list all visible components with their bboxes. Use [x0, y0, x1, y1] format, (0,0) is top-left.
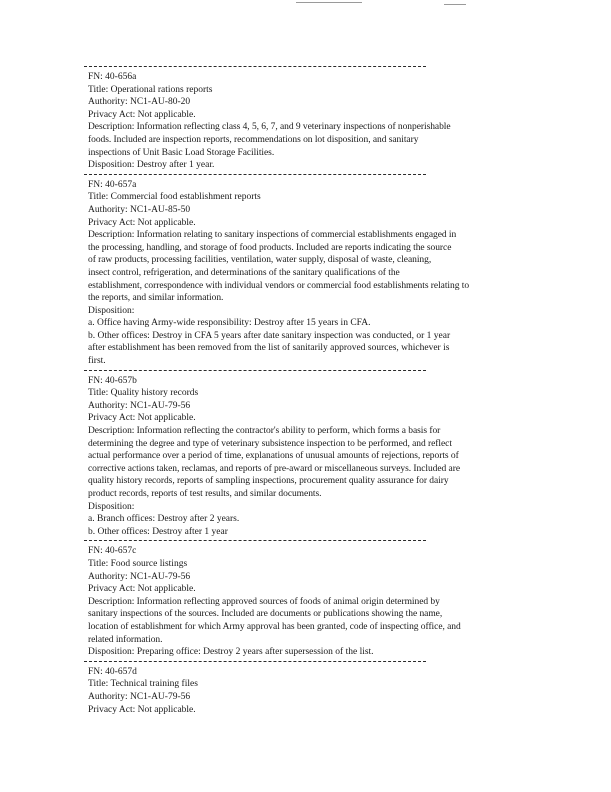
- record-description-line: Description: Information reflecting the contractor's ability to perform, which forms a basis for: [88, 426, 441, 437]
- record-description-line: foods. Included are inspection reports, recommendations on lot disposition, and sanitary: [88, 134, 419, 145]
- record-privacy-act: Privacy Act: Not applicable.: [88, 704, 196, 715]
- record-privacy-act: Privacy Act: Not applicable.: [88, 413, 196, 424]
- record-title: Title: Technical training files: [88, 679, 198, 690]
- record-authority: Authority: NC1-AU-79-56: [88, 571, 191, 582]
- record-fn: FN: 40-656a: [88, 72, 137, 82]
- record-block: [88, 71, 508, 172]
- record-description-line: corrective actions taken, reclamas, and reports of pre-award or miscellaneous surveys. Included are: [88, 463, 460, 474]
- record-authority: Authority: NC1-AU-79-56: [88, 691, 191, 702]
- record-separator: [84, 370, 426, 371]
- record-description-line: sanitary inspections of the sources. Included are documents or publications showing the name,: [88, 609, 443, 620]
- record-disposition-line: a. Branch offices: Destroy after 2 years.: [88, 514, 240, 525]
- record-disposition-line: b. Other offices: Destroy after 1 year: [88, 526, 228, 537]
- record-privacy-act: Privacy Act: Not applicable.: [88, 584, 196, 595]
- record-authority: Authority: NC1-AU-85-50: [88, 204, 191, 215]
- record-description-line: determining the degree and type of veterinary subsistence inspection to be performed, and reflect: [88, 438, 452, 449]
- record-fn: FN: 40-657d: [88, 666, 137, 677]
- record-description-line: Description: Information relating to sanitary inspections of commercial establishments engaged in: [88, 230, 457, 241]
- record-fn: FN: 40-657b: [88, 375, 137, 386]
- record-fn: FN: 40-657c: [88, 546, 137, 557]
- record-disposition-line: Disposition: Destroy after 1 year.: [88, 160, 215, 171]
- record-block: [88, 179, 508, 368]
- record-disposition-line: after establishment has been removed from the list of sanitarily approved sources, whichever is: [88, 343, 450, 354]
- record-description-line: Description: Information reflecting approved sources of foods of animal origin determined by: [88, 596, 440, 607]
- record-block: [88, 666, 508, 716]
- record-description-line: establishment, correspondence with individual vendors or commercial food establishments relating to: [88, 280, 470, 291]
- record-authority: Authority: NC1-AU-79-56: [88, 400, 191, 411]
- record-description-line: quality history records, reports of sampling inspections, procurement quality assurance for dairy: [88, 476, 449, 487]
- record-description-line: Description: Information reflecting class 4, 5, 6, 7, and 9 veterinary inspections of nonperishable: [88, 122, 451, 133]
- record-description-line: inspections of Unit Basic Load Storage Facilities.: [88, 147, 275, 158]
- record-separator: [84, 540, 426, 541]
- record-description-line: related information.: [88, 634, 163, 645]
- record-title: Title: Commercial food establishment reports: [88, 192, 261, 203]
- record-description-line: actual performance over a period of time, explanations of unusual amounts of rejections, reports of: [88, 451, 459, 462]
- record-fn: FN: 40-657a: [88, 179, 137, 190]
- record-description-line: insect control, refrigeration, and determinations of the sanitary qualifications of the: [88, 267, 400, 278]
- record-title: Title: Food source listings: [88, 558, 188, 569]
- record-separator: [84, 66, 426, 67]
- record-title: Title: Operational rations reports: [88, 84, 213, 95]
- record-block: [88, 545, 508, 658]
- record-description-line: the reports, and similar information.: [88, 293, 224, 304]
- record-disposition-line: first.: [88, 356, 106, 367]
- document-body: [88, 66, 508, 717]
- record-disposition-line: Disposition:: [88, 305, 135, 316]
- record-description-line: of raw products, processing facilities, ventilation, water supply, disposal of waste, cleaning,: [88, 255, 432, 266]
- record-description-line: the processing, handling, and storage of food products. Included are reports indicating the source: [88, 242, 452, 253]
- record-separator: [84, 174, 426, 175]
- record-description-line: location of establishment for which Army approval has been granted, code of inspecting office, and: [88, 621, 461, 632]
- record-disposition-line: a. Office having Army-wide responsibility: Destroy after 15 years in CFA.: [88, 318, 371, 329]
- scan-artifact-line: [296, 2, 362, 3]
- record-privacy-act: Privacy Act: Not applicable.: [88, 109, 196, 120]
- record-block: [88, 375, 508, 539]
- scan-artifact-line: [444, 4, 466, 5]
- record-authority: Authority: NC1-AU-80-20: [88, 97, 191, 108]
- record-separator: [84, 661, 426, 662]
- record-disposition-line: b. Other offices: Destroy in CFA 5 years after date sanitary inspection was conducted, or 1 year: [88, 330, 451, 341]
- record-privacy-act: Privacy Act: Not applicable.: [88, 217, 196, 228]
- record-disposition-line: Disposition:: [88, 501, 135, 512]
- record-title: Title: Quality history records: [88, 388, 199, 399]
- record-description-line: product records, reports of test results, and similar documents.: [88, 489, 322, 499]
- record-disposition-line: Disposition: Preparing office: Destroy 2 years after supersession of the list.: [88, 647, 374, 658]
